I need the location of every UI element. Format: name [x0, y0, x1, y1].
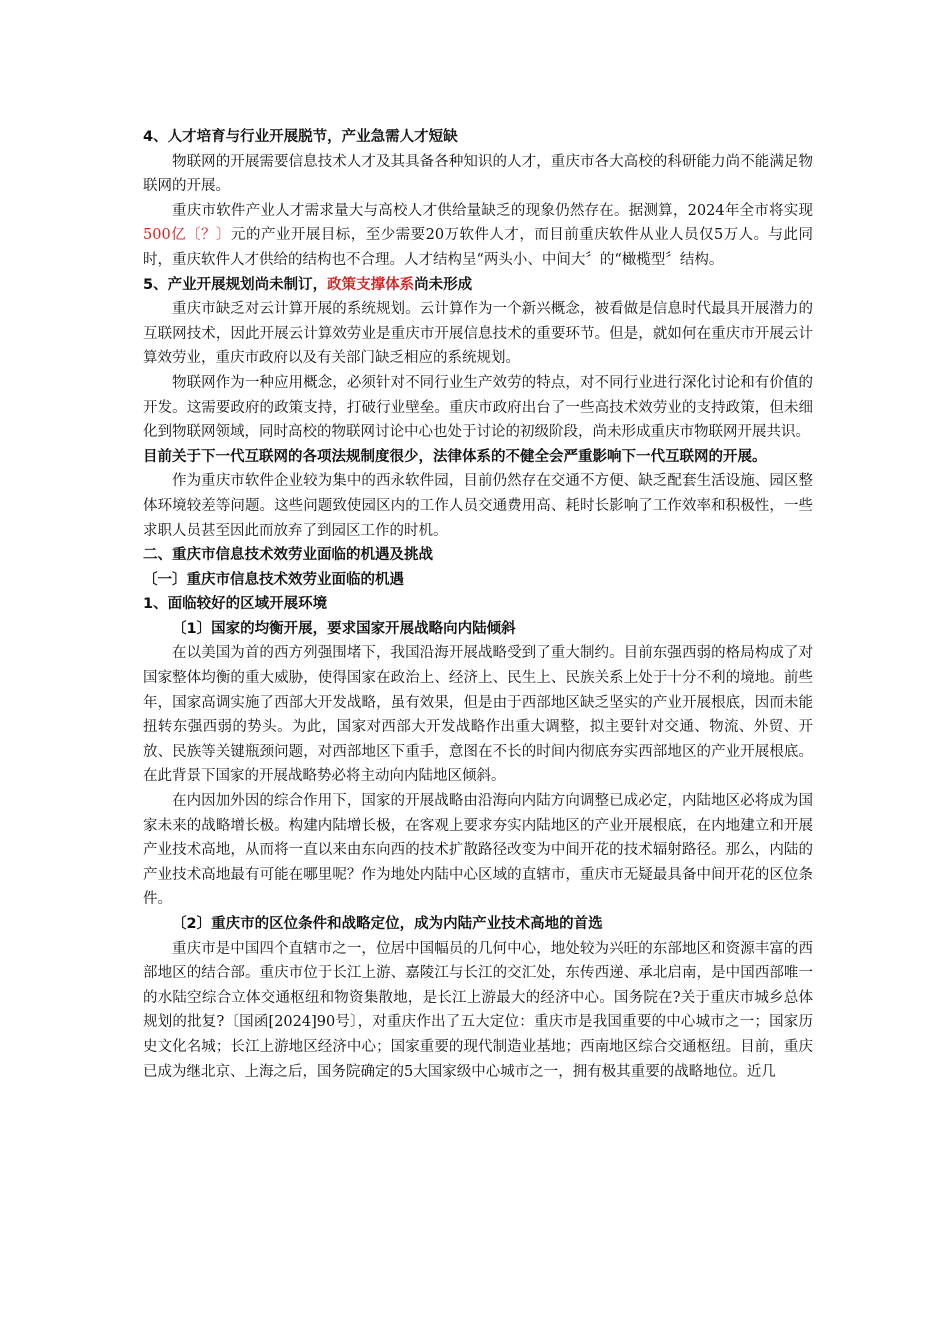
heading-regional-environment: 1、面临较好的区域开展环境	[143, 596, 328, 613]
text-run: 尚未形成	[414, 276, 473, 293]
text-run: 重庆市软件产业人才需求量大与高校人才供给量缺乏的现象仍然存在。据测算，2024年全市将实现	[172, 202, 813, 219]
heading-section-two: 二、重庆市信息技术效劳业面临的机遇及挑战	[143, 547, 433, 564]
paragraph: 在以美国为首的西方列强围堵下，我国沿海开展战略受到了重大制约。目前东强西弱的格局构成了对国家整体均衡的重大威胁，使得国家在政治上、经济上、民生上、民族关系上处于十分不利的境地。前些年，国家高调实施了西部大开发战略，虽有效果，但是由于西部地区缺乏坚实的产业开展根底，因而未能扭转东强西弱的势头。为此，国家对西部大开发战略作出重大调整，拟主要针对交通、物流、外贸、开放、民族等关键瓶颈问题，对西部地区下重手，意图在不长的时间内彻底夯实西部地区的产业开展根底。在此背景下国家的开展战略势必将主动向内陆地区倾斜。	[143, 645, 813, 785]
paragraph: 作为重庆市软件企业较为集中的西永软件园，目前仍然存在交通不方便、缺乏配套生活设施、园区整体环境较差等问题。这些问题致使园区内的工作人员交通费用高、耗时长影响了工作效率和积极性，一些求职人员甚至因此而放弃了到园区工作的时机。	[143, 473, 813, 539]
paragraph	[143, 199, 813, 273]
highlighted-value: 500亿〔？〕	[143, 227, 232, 244]
paragraph: 物联网的开展需要信息技术人才及其具备各种知识的人才，重庆市各大高校的科研能力尚不能满足物联网的开展。	[143, 153, 813, 195]
bold-note: 目前关于下一代互联网的各项法规制度很少，法律体系的不健全会严重影响下一代互联网的开展。	[143, 448, 767, 465]
heading-opportunities: 〔一〕重庆市信息技术效劳业面临的机遇	[143, 571, 404, 588]
document-page	[143, 125, 813, 1084]
text-run: 元的产业开展目标，至少需要20万软件人才，而目前重庆软件从业人员仅5万人。与此同时，重庆软件人才供给的结构也不合理。人才结构呈“两头小、中间大〞的“橄榄型〞结构。	[143, 227, 813, 268]
paragraph: 在内因加外因的综合作用下，国家的开展战略由沿海向内陆方向调整已成必定，内陆地区必将成为国家未来的战略增长极。构建内陆增长极，在客观上要求夯实内陆地区的产业开展根底，在内地建立和开展产业技术高地，从而将一直以来由东向西的技术扩散路径改变为中间开花的技术辐射路径。那么，内陆的产业技术高地最有可能在哪里呢？作为地处内陆中心区域的直辖市，重庆市无疑最具备中间开花的区位条件。	[143, 793, 813, 908]
paragraph: 重庆市缺乏对云计算开展的系统规划。云计算作为一个新兴概念，被看做是信息时代最具开展潜力的互联网技术，因此开展云计算效劳业是重庆市开展信息技术的重要环节。但是，就如何在重庆市开展云计算效劳业，重庆市政府以及有关部门缺乏相应的系统规划。	[143, 301, 813, 367]
text-run: 5、产业开展规划尚未制订，	[143, 276, 328, 293]
heading-talent-shortage: 4、人才培育与行业开展脱节，产业急需人才短缺	[143, 129, 458, 145]
highlighted-term: 政策支撑体系	[327, 276, 415, 293]
paragraph: 重庆市是中国四个直辖市之一，位居中国幅员的几何中心，地处较为兴旺的东部地区和资源丰富的西部地区的结合部。重庆市位于长江上游、嘉陵江与长江的交汇处，东传西递、承北启南，是中国西部唯一的水陆空综合立体交通枢纽和物资集散地，是长江上游最大的经济中心。国务院在?关于重庆市城乡总体规划的批复?〔国函[2024]90号〕，对重庆作出了五大定位：重庆市是我国重要的中心城市之一；国家历史文化名城；长江上游地区经济中心；国家重要的现代制造业基地；西南地区综合交通枢纽。目前，重庆已成为继北京、上海之后，国务院确定的5大国家级中心城市之一，拥有极其重要的战略地位。近几	[143, 940, 813, 1080]
heading-planning	[143, 273, 813, 298]
heading-location-positioning: 〔2〕重庆市的区位条件和战略定位，成为内陆产业技术高地的首选	[172, 916, 603, 932]
heading-balanced-development: 〔1〕国家的均衡开展，要求国家开展战略向内陆倾斜	[172, 620, 516, 637]
paragraph: 物联网作为一种应用概念，必须针对不同行业生产效劳的特点，对不同行业进行深化讨论和有价值的开发。这需要政府的政策支持，打破行业壁垒。重庆市政府出台了一些高技术效劳业的支持政策，但未细化到物联网领域，同时高校的物联网讨论中心也处于讨论的初级阶段，尚未形成重庆市物联网开展共识。	[143, 374, 813, 441]
